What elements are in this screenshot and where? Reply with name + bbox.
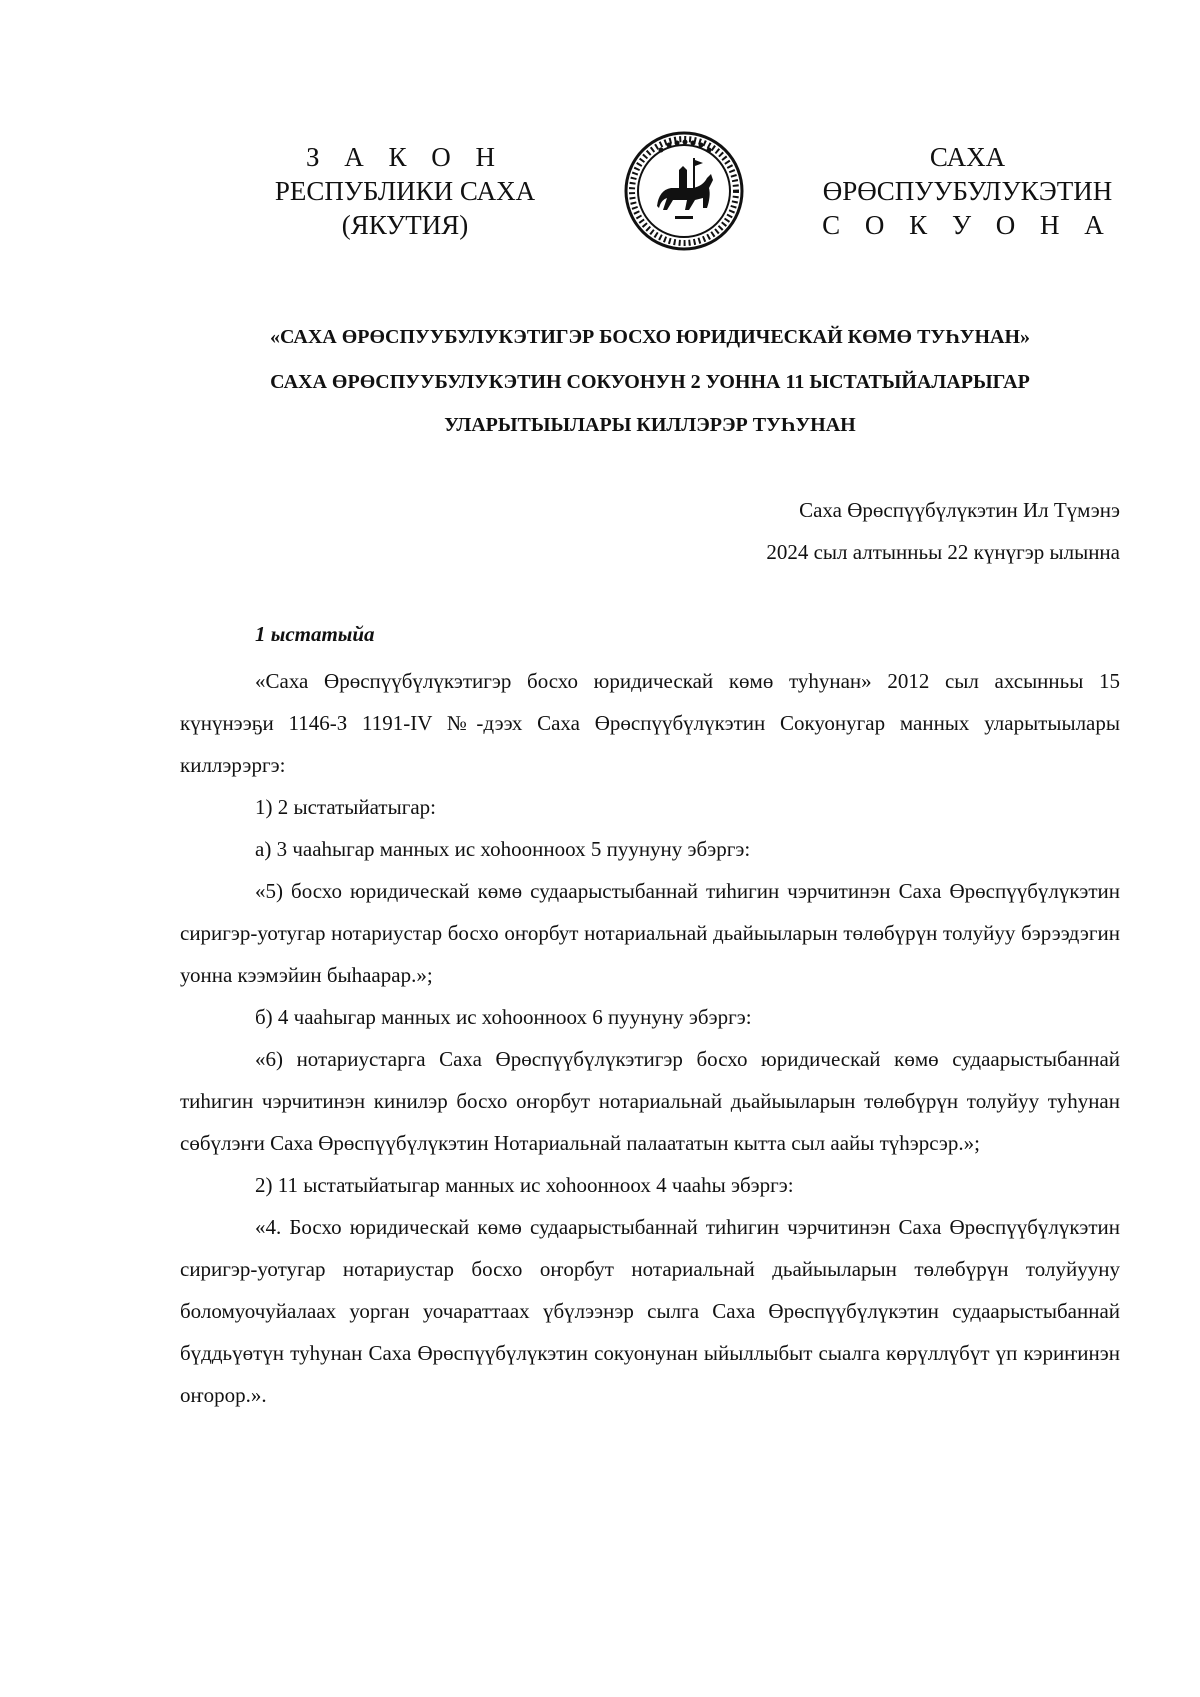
coat-of-arms-emblem [623, 130, 745, 252]
paragraph: 1) 2 ыстатыйатыгар: [255, 795, 436, 819]
header-right-line2: С О К У О Н А [822, 210, 1113, 240]
paragraph: б) 4 чааһыгар манных ис хоһоонноох 6 пуунуну эбэргэ: [255, 1005, 752, 1029]
article-heading: 1 ыстатыйа [255, 622, 375, 646]
header-left [220, 140, 590, 242]
header-left-line1: З А К О Н [305, 142, 505, 172]
adoption-body: Саха Өрөспүүбүлүкэтин Ил Түмэнэ [799, 498, 1120, 522]
article-body [180, 660, 1120, 1416]
header-left-line2: РЕСПУБЛИКИ САХА (ЯКУТИЯ) [274, 176, 536, 240]
paragraph: «4. Босхо юридическай көмө судаарыстыбаннай тиһигин чэрчитинэн Саха Өрөспүүбүлүкэтин сиригэр-уотугар нотариустар босхо оҥорбут нотариальнай дьайыыларын төлөбүрүн толуйууну боломуочуйалаах уорган уочараттаах үбүлээнэр сылга Саха Өрөспүүбүлүкэтин судаарыстыбаннай бүддьүөтүн туһунан Саха Өрөспүүбүлүкэтин сокуонунан ыйыллыбыт сыалга көрүллүбүт үп кэриҥинэн оҥорор.». [180, 1215, 1120, 1407]
paragraph: 2) 11 ыстатыйатыгар манных ис хоһоонноох 4 чааһы эбэргэ: [255, 1173, 794, 1197]
law-title-line2: САХА ӨРӨСПУУБУЛУКЭТИН СОКУОНУН 2 УОННА 11 ЫСТАТЫЙАЛАРЫГАР [270, 371, 1030, 393]
paragraph: «Саха Өрөспүүбүлүкэтигэр босхо юридическай көмө туһунан» 2012 сыл ахсынньы 15 күнүнээҕи 1146-З 1191-IV №-дээх Саха Өрөспүүбүлүкэтин Сокуонугар манных уларытыылары киллэрэргэ: [180, 669, 1120, 777]
paragraph: «6) нотариустарга Саха Өрөспүүбүлүкэтигэр босхо юридическай көмө судаарыстыбаннай тиһигин чэрчитинэн кинилэр босхо оҥорбут нотариальнай дьайыыларын төлөбүрүн толуйуу туһунан сөбүлэҥи Саха Өрөспүүбүлүкэтин Нотариальнай палаататын кытта сыл аайы түһэрсэр.»; [180, 1047, 1120, 1155]
paragraph: а) 3 чааһыгар манных ис хоһоонноох 5 пуунуну эбэргэ: [255, 837, 751, 861]
law-title-line3: УЛАРЫТЫЫЛАРЫ КИЛЛЭРЭР ТУҺУНАН [444, 414, 856, 436]
header-right [785, 140, 1150, 242]
adoption-date: 2024 сыл алтынньы 22 күнүгэр ылынна [766, 540, 1120, 564]
paragraph: «5) босхо юридическай көмө судаарыстыбаннай тиһигин чэрчитинэн Саха Өрөспүүбүлүкэтин сиригэр-уотугар нотариустар босхо оҥорбут нотариальнай дьайыыларын төлөбүрүн толуйуу бэрээдэгин уонна кээмэйин быһаарар.»; [180, 879, 1120, 987]
header-right-line1: САХА ӨРӨСПУУБУЛУКЭТИН [822, 142, 1113, 206]
law-title-line1: «САХА ӨРӨСПУУБУЛУКЭТИГЭР БОСХО ЮРИДИЧЕСКАЙ КӨМӨ ТУҺУНАН» [269, 326, 1031, 348]
